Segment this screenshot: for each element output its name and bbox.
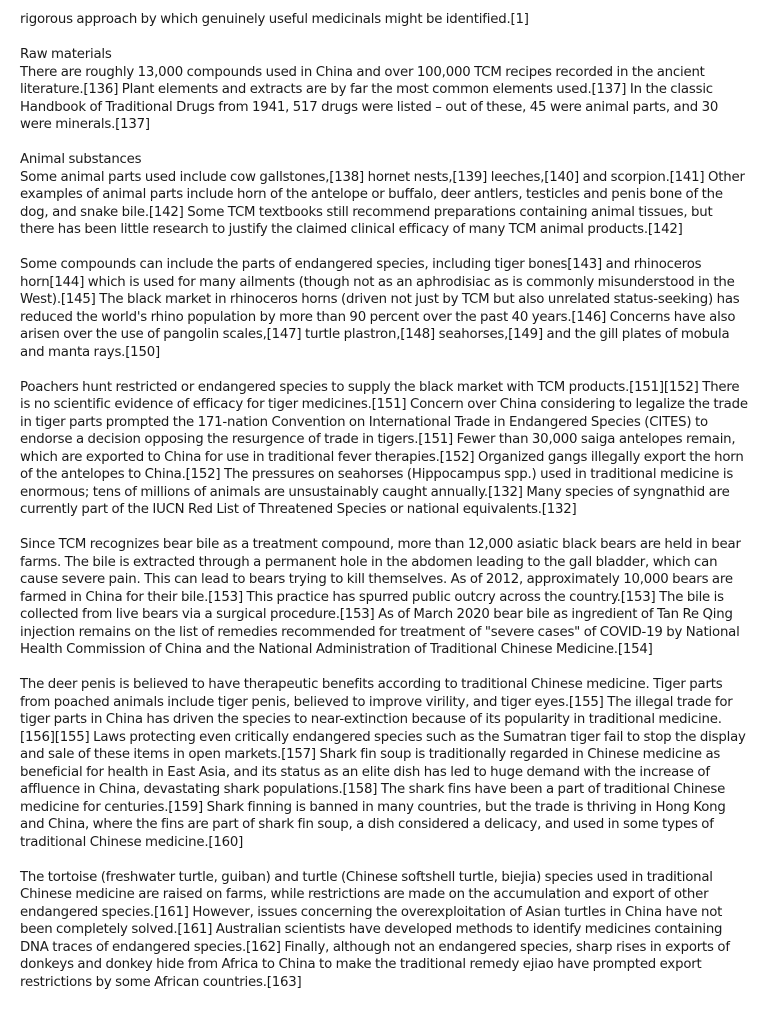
paragraph-poachers: Poachers hunt restricted or endangered species to supply the black market with TCM products.[151][152] There is no scientific evidence of efficacy for tiger medicines.[151] Concern over China considering to legalize the trade in tiger parts prompted the 171-nation Convention on International Trade in Endangered Species (CITES) to endorse a decision opposing the resurgence of trade in tigers.[151] Fewer than 30,000 saiga antelopes remain, which are exported to China for use in traditional fever therapies.[152] Organized gangs illegally export the horn of the antelopes to China.[152] The pressures on seahorses (Hippocampus spp.) used in traditional medicine is enormous; tens of millions of animals are unsustainably caught annually.[132] Many species of syngnathid are currently part of the IUCN Red List of Threatened Species or national equivalents.[132] (20, 379, 748, 517)
section-raw-materials (20, 46, 748, 134)
paragraph-raw-materials: There are roughly 13,000 compounds used in China and over 100,000 TCM recipes recorded in the ancient literature.[136] Plant elements and extracts are by far the most common elements used.[137] In the classic Handbook of Traditional Drugs from 1941, 517 drugs were listed – out of these, 45 were animal parts, and 30 were minerals.[137] (20, 64, 719, 132)
section-animal-substances (20, 151, 748, 239)
paragraph-animal-substances: Some animal parts used include cow gallstones,[138] hornet nests,[139] leeches,[140] and scorpion.[141] Other examples of animal parts include horn of the antelope or buffalo, deer antlers, testicles and penis bone of the dog, and snake bile.[142] Some TCM textbooks still recommend preparations containing animal tissues, but there has been little research to justify the claimed clinical efficacy of many TCM animal products.[142] (20, 169, 745, 237)
article-body (20, 11, 748, 1009)
paragraph-deer-tiger-shark: The deer penis is believed to have therapeutic benefits according to traditional Chinese medicine. Tiger parts from poached animals include tiger penis, believed to improve virility, and tiger eyes.[155] The illegal trade for tiger parts in China has driven the species to near-extinction because of its popularity in traditional medicine.[156][155] Laws protecting even critically endangered species such as the Sumatran tiger fail to stop the display and sale of these items in open markets.[157] Shark fin soup is traditionally regarded in Chinese medicine as beneficial for health in East Asia, and its status as an elite dish has led to huge demand with the increase of affluence in China, devastating shark populations.[158] The shark fins have been a part of traditional Chinese medicine for centuries.[159] Shark finning is banned in many countries, but the trade is thriving in Hong Kong and China, where the fins are part of shark fin soup, a dish considered a delicacy, and used in some types of traditional Chinese medicine.[160] (20, 677, 746, 850)
paragraph-endangered-species: Some compounds can include the parts of endangered species, including tiger bones[143] and rhinoceros horn[144] which is used for many ailments (though not as an aphrodisiac as is commonly misunderstood in the West).[145] The black market in rhinoceros horns (driven not just by TCM but also unrelated status-seeking) has reduced the world's rhino population by more than 90 percent over the past 40 years.[146] Concerns have also arisen over the use of pangolin scales,[147] turtle plastron,[148] seahorses,[149] and the gill plates of mobula and manta rays.[150] (20, 257, 740, 360)
paragraph-turtles-donkeys: The tortoise (freshwater turtle, guiban) and turtle (Chinese softshell turtle, biejia) species used in traditional Chinese medicine are raised on farms, while restrictions are made on the accumulation and export of other endangered species.[161] However, issues concerning the overexploitation of Asian turtles in China have not been completely solved.[161] Australian scientists have developed methods to identify medicines containing DNA traces of endangered species.[162] Finally, although not an endangered species, sharp rises in exports of donkeys and donkey hide from Africa to China to make the traditional remedy ejiao have prompted export restrictions by some African countries.[163] (20, 869, 730, 990)
paragraph-bear-bile: Since TCM recognizes bear bile as a treatment compound, more than 12,000 asiatic black bears are held in bear farms. The bile is extracted through a permanent hole in the abdomen leading to the gall bladder, which can cause severe pain. This can lead to bears trying to kill themselves. As of 2012, approximately 10,000 bears are farmed in China for their bile.[153] This practice has spurred public outcry across the country.[153] The bile is collected from live bears via a surgical procedure.[153] As of March 2020 bear bile as ingredient of Tan Re Qing injection remains on the list of remedies recommended for treatment of "severe cases" of COVID-19 by National Health Commission of China and the National Administration of Traditional Chinese Medicine.[154] (20, 537, 741, 657)
section-heading-animal-substances: Animal substances (20, 152, 142, 167)
intro-paragraph-tail: rigorous approach by which genuinely useful medicinals might be identified.[1] (20, 12, 529, 27)
section-heading-raw-materials: Raw materials (20, 47, 112, 62)
